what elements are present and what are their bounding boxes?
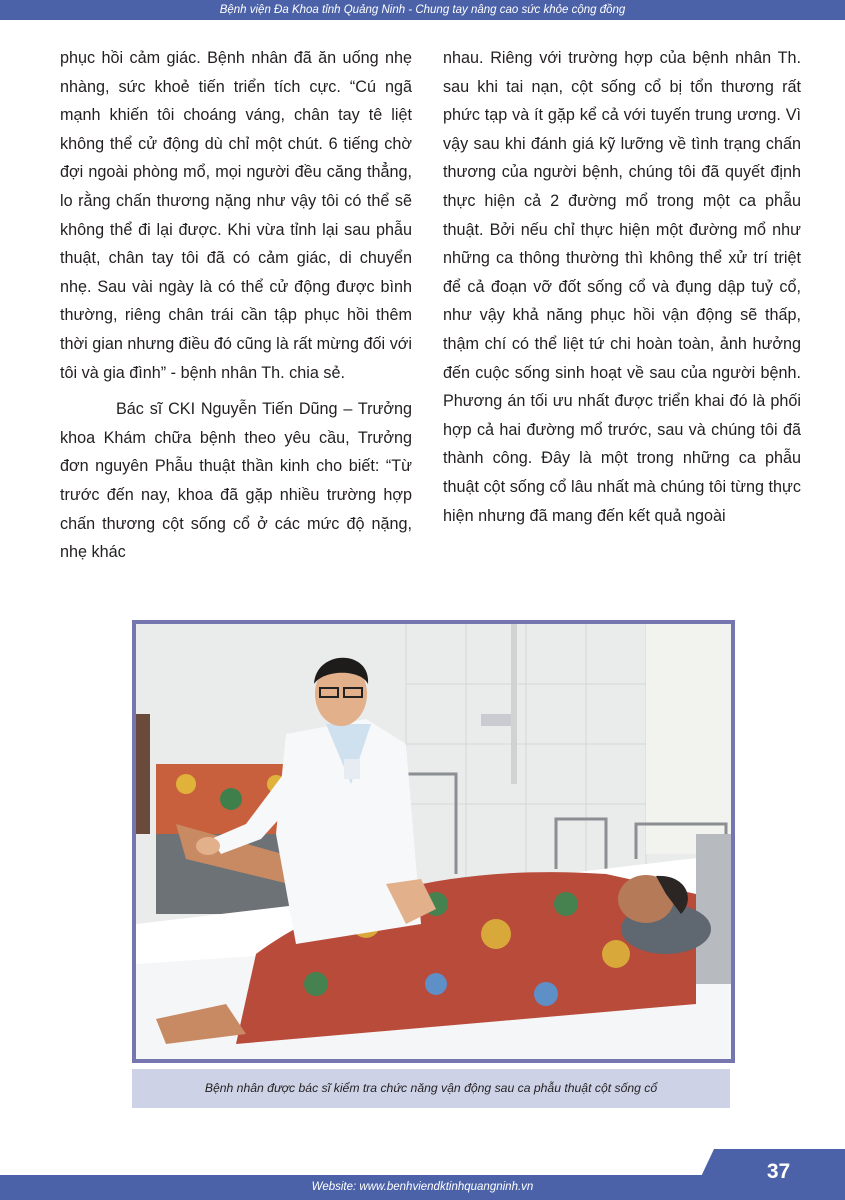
article-paragraph: Bác sĩ CKI Nguyễn Tiến Dũng – Trưởng khoa Khám chữa bệnh theo yêu cầu, Trưởng đơn nguyên Phẫu thuật thần kinh cho biết: “Từ trước đến nay, khoa đã gặp nhiều trường hợp chấn thương cột sống cổ ở các mức độ nặng, nhẹ khác [60, 400, 412, 562]
page-number: 37 [766, 1160, 791, 1183]
header-title: Bệnh viện Đa Khoa tỉnh Quảng Ninh - Chung tay nâng cao sức khỏe cộng đồng [219, 4, 626, 16]
article-paragraph: nhau. Riêng với trường hợp của bệnh nhân Th. sau khi tai nạn, cột sống cổ bị tổn thương rất phức tạp và ít gặp kể cả với tuyến trung ương. Vì vậy sau khi đánh giá kỹ lưỡng về tình trạng chấn thương của người bệnh, chúng tôi đã quyết định thực hiện cả 2 đường mổ trong một ca phẫu thuật. Bởi nếu chỉ thực hiện một đường mổ như những ca thông thường thì không thể xử trí triệt để cả đoạn vỡ đốt sống cổ và đụng dập tuỷ cổ, như vậy khả năng phục hồi vận động sẽ thấp, thậm chí có thể liệt tứ chi hoàn toàn, ảnh hưởng đến cuộc sống sinh hoạt về sau của người bệnh. Phương án tối ưu nhất được triển khai đó là phối hợp cả hai đường mổ trước, sau và chúng tôi đã thành công. Đây là một trong những ca phẫu thuật cột sống cổ lâu nhất mà chúng tôi từng thực hiện nhưng đã mang đến kết quả ngoài [443, 49, 801, 525]
footer-website: Website: www.benhviendktinhquangninh.vn [311, 1181, 534, 1193]
photo-caption: Bệnh nhân được bác sĩ kiểm tra chức năng vận động sau ca phẫu thuật cột sống cổ [204, 1081, 658, 1095]
article-paragraph: phục hồi cảm giác. Bệnh nhân đã ăn uống nhẹ nhàng, sức khoẻ tiến triển tích cực. “Cú ngã mạnh khiến tôi choáng váng, chân tay tê liệt không thể cử động dù chỉ một chút. 6 tiếng chờ đợi ngoài phòng mổ, mọi người đều căng thẳng, lo rằng chấn thương nặng như vậy tôi có thể sẽ không thể đi lại được. Khi vừa tỉnh lại sau phẫu thuật, chân tay tôi đã có cảm giác, di chuyển nhẹ. Sau vài ngày là có thể cử động được bình thường, riêng chân trái cần tập phục hồi thêm thời gian nhưng điều đó cũng là rất mừng đối với tôi và gia đình” - bệnh nhân Th. chia sẻ. [60, 49, 412, 382]
